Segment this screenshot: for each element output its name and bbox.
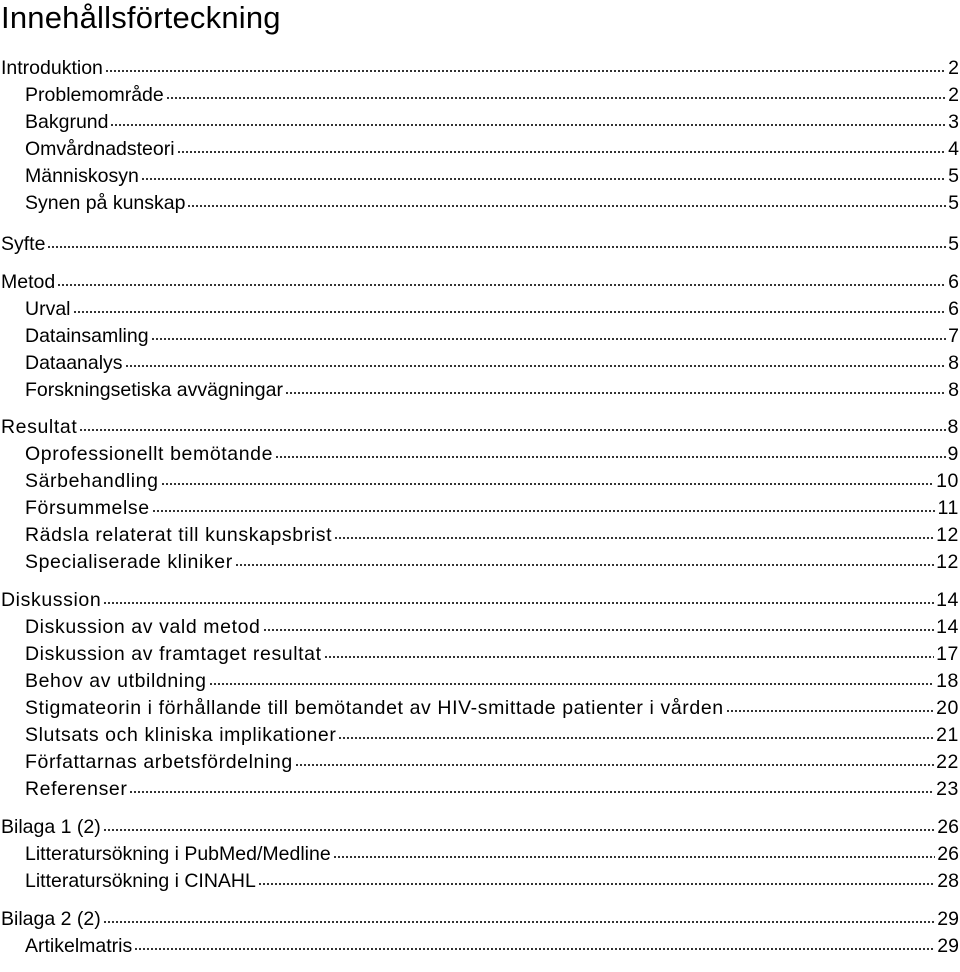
toc-entry[interactable] — [0, 296, 959, 323]
toc-entry[interactable] — [0, 522, 959, 549]
toc-entry[interactable] — [0, 933, 959, 960]
toc-entry[interactable] — [0, 350, 959, 377]
toc-entry[interactable] — [0, 269, 959, 296]
toc-entry-page-number: 26 — [937, 843, 959, 865]
toc-entry[interactable] — [0, 587, 959, 614]
dot-leader — [103, 601, 934, 605]
dot-leader — [151, 337, 947, 341]
dot-leader — [285, 391, 946, 395]
dot-leader — [258, 882, 935, 886]
toc-entry-title: Slutsats och kliniska implikationer — [25, 724, 337, 746]
toc-entry[interactable] — [0, 814, 959, 841]
toc-entry[interactable] — [0, 163, 959, 190]
toc-entry-page-number: 2 — [948, 84, 959, 106]
toc-entry[interactable] — [0, 495, 959, 522]
toc-entry[interactable] — [0, 231, 959, 258]
toc-entry-page-number: 18 — [936, 670, 959, 692]
toc-entry-page-number: 12 — [936, 551, 959, 573]
toc-entry-page-number: 10 — [936, 470, 959, 492]
toc-entry[interactable] — [0, 695, 959, 722]
dot-leader — [209, 682, 935, 686]
toc-entry-title: Särbehandling — [25, 470, 159, 492]
toc-entry-page-number: 17 — [936, 643, 959, 665]
toc-entry-page-number: 14 — [936, 616, 959, 638]
toc-entry-title: Författarnas arbetsfördelning — [25, 751, 293, 773]
toc-entry-page-number: 6 — [948, 271, 959, 293]
toc-entry-title: Bakgrund — [25, 111, 109, 133]
dot-leader — [263, 628, 935, 632]
toc-entry-page-number: 22 — [936, 751, 959, 773]
toc-entry-title: Synen på kunskap — [25, 192, 186, 214]
toc-entry-page-number: 23 — [936, 778, 959, 800]
toc-entry-page-number: 21 — [936, 724, 959, 746]
toc-entry[interactable] — [0, 441, 959, 468]
toc-entry-page-number: 5 — [948, 165, 959, 187]
toc-entry-page-number: 3 — [948, 111, 959, 133]
dot-leader — [125, 364, 947, 368]
toc-entry-page-number: 5 — [948, 192, 959, 214]
toc-entry-title: Omvårdnadsteori — [25, 138, 175, 160]
toc-entry[interactable] — [0, 468, 959, 495]
toc-entry-page-number: 29 — [937, 908, 959, 930]
toc-entry-title: Oprofessionellt bemötande — [25, 443, 274, 465]
dot-leader — [105, 69, 946, 73]
toc-entry[interactable] — [0, 868, 959, 895]
dot-leader — [57, 283, 946, 287]
toc-entry-page-number: 20 — [936, 697, 959, 719]
dot-leader — [134, 947, 935, 951]
toc-entry-title: Urval — [25, 298, 71, 320]
toc-entry-title: Försummelse — [25, 497, 150, 519]
toc-entry-title: Bilaga 1 (2) — [1, 816, 101, 838]
toc-entry[interactable] — [0, 82, 959, 109]
toc-entry-title: Dataanalys — [25, 352, 123, 374]
toc-entry-page-number: 5 — [948, 233, 959, 255]
dot-leader — [275, 455, 945, 459]
dot-leader — [129, 790, 934, 794]
toc-entry[interactable] — [0, 136, 959, 163]
toc-entry-page-number: 11 — [937, 497, 959, 519]
page-title: Innehållsförteckning — [1, 0, 281, 35]
toc-entry[interactable] — [0, 749, 959, 776]
toc-entry[interactable] — [0, 549, 959, 576]
dot-leader — [333, 855, 936, 859]
dot-leader — [152, 509, 936, 513]
toc-entry[interactable] — [0, 906, 959, 933]
dot-leader — [47, 245, 946, 249]
toc-entry[interactable] — [0, 776, 959, 803]
toc-entry[interactable] — [0, 841, 959, 868]
toc-entry-title: Syfte — [1, 233, 46, 255]
toc-entry-title: Resultat — [1, 416, 78, 438]
toc-entry[interactable] — [0, 323, 959, 350]
toc-entry-title: Människosyn — [25, 165, 139, 187]
toc-entry-title: Bilaga 2 (2) — [1, 908, 101, 930]
dot-leader — [235, 563, 934, 567]
toc-entry-title: Problemområde — [25, 84, 164, 106]
toc-entry-page-number: 28 — [937, 870, 959, 892]
toc-entry-title: Litteratursökning i PubMed/Medline — [25, 843, 331, 865]
dot-leader — [73, 310, 947, 314]
toc-entry-title: Metod — [1, 271, 56, 293]
dot-leader — [166, 96, 946, 100]
toc-entry-title: Diskussion av framtaget resultat — [25, 643, 322, 665]
dot-leader — [324, 655, 934, 659]
toc-entry[interactable] — [0, 377, 959, 404]
dot-leader — [161, 482, 935, 486]
dot-leader — [103, 828, 936, 832]
toc-entry-page-number: 8 — [948, 379, 959, 401]
toc-entry-page-number: 4 — [948, 138, 959, 160]
toc-entry[interactable] — [0, 414, 959, 441]
toc-entry-title: Referenser — [25, 778, 128, 800]
toc-entry-title: Litteratursökning i CINAHL — [25, 870, 256, 892]
toc-entry[interactable] — [0, 614, 959, 641]
toc-entry-page-number: 9 — [947, 443, 959, 465]
toc-entry-page-number: 7 — [948, 325, 959, 347]
toc-entry-title: Stigmateorin i förhållande till bemötandet av HIV-smittade patienter i vården — [25, 697, 724, 719]
toc-entry-title: Rädsla relaterat till kunskapsbrist — [25, 524, 333, 546]
toc-entry-title: Diskussion — [1, 589, 102, 611]
toc-entry-page-number: 26 — [937, 816, 959, 838]
toc-entry-title: Forskningsetiska avvägningar — [25, 379, 283, 401]
toc-entry[interactable] — [0, 641, 959, 668]
toc-entry-page-number: 29 — [937, 935, 959, 957]
toc-entry-page-number: 2 — [948, 57, 959, 79]
toc-entry-page-number: 8 — [947, 416, 959, 438]
toc-entry-title: Diskussion av vald metod — [25, 616, 261, 638]
toc-entry[interactable] — [0, 55, 959, 82]
dot-leader — [141, 177, 946, 181]
toc-entry-page-number: 8 — [948, 352, 959, 374]
toc-entry-title: Datainsamling — [25, 325, 149, 347]
toc-entry[interactable] — [0, 668, 959, 695]
toc-entry[interactable] — [0, 109, 959, 136]
dot-leader — [295, 763, 934, 767]
dot-leader — [334, 536, 934, 540]
toc-entry-page-number: 14 — [936, 589, 959, 611]
dot-leader — [103, 920, 936, 924]
toc-entry-title: Behov av utbildning — [25, 670, 207, 692]
dot-leader — [79, 428, 945, 432]
toc-entry-title: Specialiserade kliniker — [25, 551, 233, 573]
toc-entry-page-number: 6 — [948, 298, 959, 320]
dot-leader — [726, 709, 934, 713]
dot-leader — [338, 736, 934, 740]
toc-entry-title: Introduktion — [1, 57, 103, 79]
toc-entry-page-number: 12 — [936, 524, 959, 546]
dot-leader — [187, 204, 946, 208]
dot-leader — [110, 123, 946, 127]
dot-leader — [177, 150, 947, 154]
toc-entry[interactable] — [0, 190, 959, 217]
toc-entry[interactable] — [0, 722, 959, 749]
toc-entry-title: Artikelmatris — [25, 935, 133, 957]
